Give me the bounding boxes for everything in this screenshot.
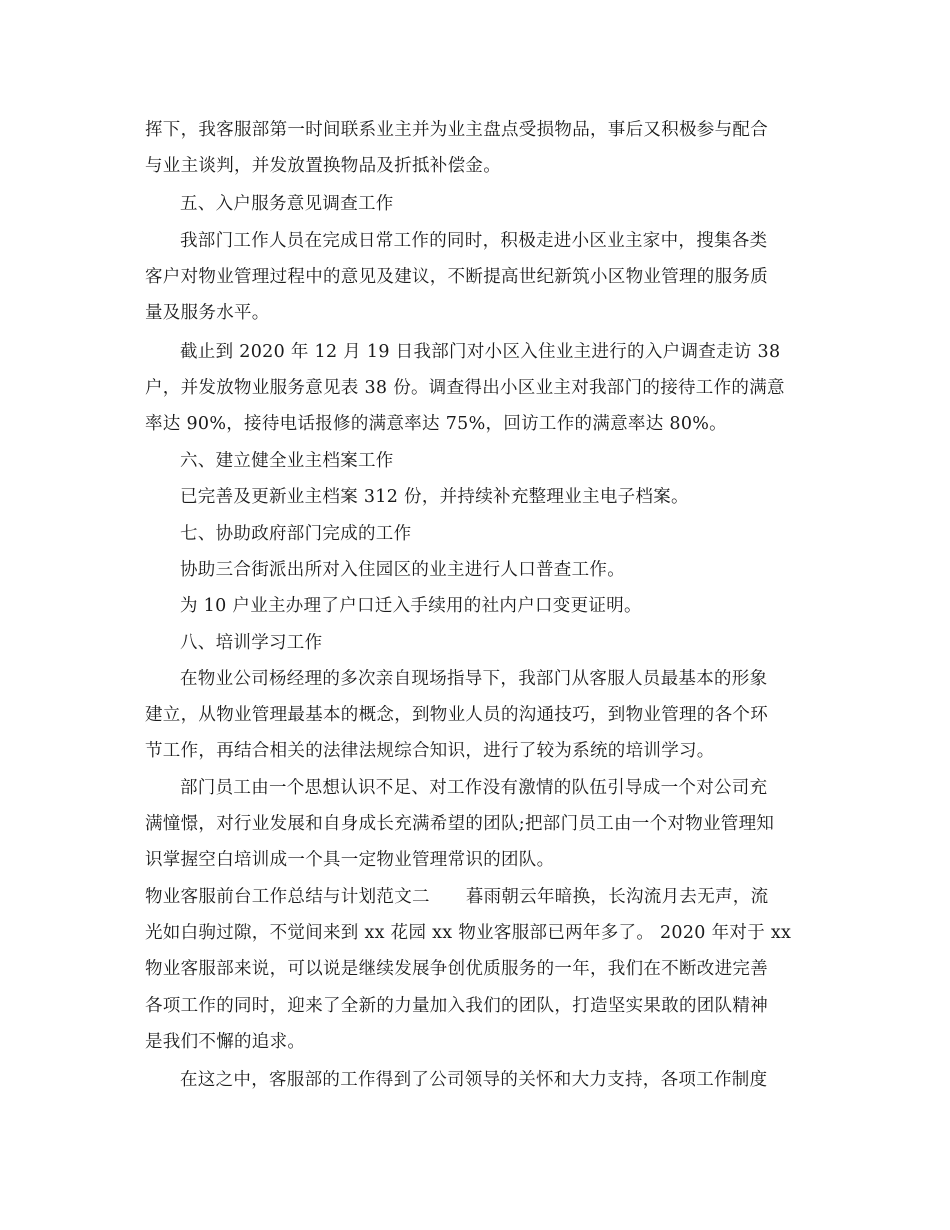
section-title-line	[145, 885, 768, 909]
body-text-line: 物业客服部来说，可以说是继续发展争创优质服务的一年，我们在不断改进完善	[145, 959, 768, 979]
body-text-line: 在物业公司杨经理的多次亲自现场指导下，我部门从客服人员最基本的形象	[180, 669, 768, 689]
body-text-line: 识掌握空白培训成一个具一定物业管理常识的团队。	[145, 850, 555, 870]
body-text-line: 截止到 2020 年 12 月 19 日我部门对小区入住业主进行的入户调查走访 38	[180, 342, 781, 362]
body-text-line: 满憧憬，对行业发展和自身成长充满希望的团队;把部门员工由一个对物业管理知	[145, 814, 775, 834]
section-title: 物业客服前台工作总结与计划范文二	[145, 887, 430, 907]
section-heading: 七、协助政府部门完成的工作	[180, 524, 412, 544]
body-text-line: 各项工作的同时，迎来了全新的力量加入我们的团队，打造坚实果敢的团队精神	[145, 996, 768, 1016]
body-text-line: 节工作，再结合相关的法律法规综合知识，进行了较为系统的培训学习。	[145, 741, 715, 761]
section-heading: 六、建立健全业主档案工作	[180, 451, 394, 471]
body-text-line: 量及服务水平。	[145, 303, 270, 323]
body-text-line: 我部门工作人员在完成日常工作的同时，积极走进小区业主家中，搜集各类	[180, 231, 768, 251]
section-heading: 八、培训学习工作	[180, 633, 323, 653]
section-lead-text: 暮雨朝云年暗换，长沟流月去无声，流	[465, 887, 769, 907]
body-text-line: 率达 90%，接待电话报修的满意率达 75%，回访工作的满意率达 80%。	[145, 414, 727, 434]
body-text-line: 客户对物业管理过程中的意见及建议，不断提高世纪新筑小区物业管理的服务质	[145, 267, 768, 287]
body-text-line: 与业主谈判，并发放置换物品及折抵补偿金。	[145, 156, 501, 176]
body-text-line: 为 10 户业主办理了户口迁入手续用的社内户口变更证明。	[180, 596, 642, 616]
body-text-line: 在这之中，客服部的工作得到了公司领导的关怀和大力支持，各项工作制度	[180, 1070, 768, 1090]
section-heading: 五、入户服务意见调查工作	[180, 194, 394, 214]
body-text-line: 已完善及更新业主档案 312 份，并持续补充整理业主电子档案。	[180, 487, 689, 507]
body-text-line: 建立，从物业管理最基本的概念，到物业人员的沟通技巧，到物业管理的各个环	[145, 705, 768, 725]
body-text-line: 光如白驹过隙，不觉间来到 xx 花园 xx 物业客服部已两年多了。 2020 年对于 xx	[145, 923, 792, 943]
body-text-line: 户，并发放物业服务意见表 38 份。调查得出小区业主对我部门的接待工作的满意	[145, 378, 785, 398]
body-text-line: 挥下，我客服部第一时间联系业主并为业主盘点受损物品，事后又积极参与配合	[145, 120, 768, 140]
body-text-line: 协助三合街派出所对入住园区的业主进行人口普查工作。	[180, 560, 625, 580]
body-text-line: 部门员工由一个思想认识不足、对工作没有激情的队伍引导成一个对公司充	[180, 778, 768, 798]
body-text-line: 是我们不懈的追求。	[145, 1032, 306, 1052]
